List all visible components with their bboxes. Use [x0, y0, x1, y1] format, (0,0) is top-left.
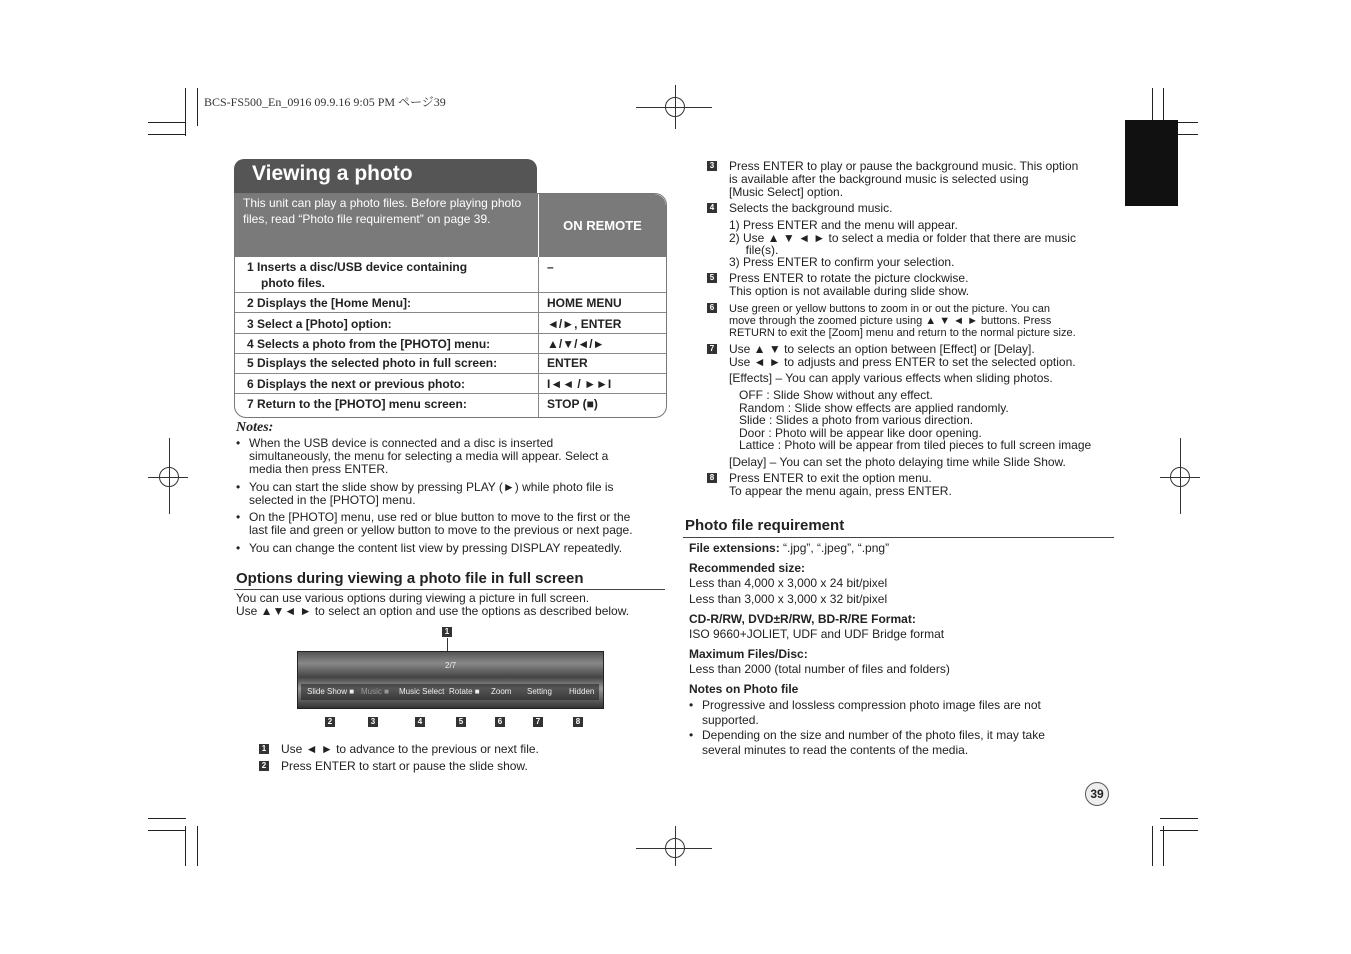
note-item: • When the USB device is connected and a disc is inserted simultaneously, the menu for selecting a media will appear. Select a media then press ENTER.	[236, 436, 609, 476]
list-number: 2	[259, 761, 269, 771]
row-separator	[539, 312, 666, 313]
step-label: 3 Select a [Photo] option:	[247, 317, 392, 331]
item-line: Press ENTER to exit the option menu.	[729, 471, 932, 485]
row-separator	[539, 292, 666, 293]
note-line: Progressive and lossless compression photo image files are not	[702, 698, 1041, 712]
step-label: 5 Displays the selected photo in full screen:	[247, 356, 498, 370]
callout-number: 8	[573, 717, 583, 727]
row-separator	[235, 393, 538, 394]
osd-slide-show: Slide Show ■	[307, 687, 355, 696]
field-label: CD-R/RW, DVD±R/RW, BD-R/RE Format:	[689, 612, 916, 626]
callout-number: 6	[495, 717, 505, 727]
registration-line	[148, 477, 188, 478]
options-heading: Options during viewing a photo file in full screen	[236, 570, 584, 587]
page-number: 39	[1085, 782, 1109, 806]
row-separator	[235, 292, 538, 293]
callout-number: 1	[442, 627, 452, 637]
remote-key: ▲/▼/◄/►	[547, 337, 605, 351]
note-item: • You can change the content list view by pressing DISPLAY repeatedly.	[236, 541, 623, 555]
registration-line	[169, 438, 170, 514]
item-line: [Music Select] option.	[729, 185, 844, 199]
item-line: Press ENTER to rotate the picture clockwise.	[729, 271, 969, 285]
osd-rotate: Rotate ■	[449, 687, 480, 696]
remote-key: STOP (■)	[547, 397, 598, 411]
note-line: last file and green or yellow button to move to the previous or next page.	[249, 523, 633, 537]
notes-title: Notes:	[236, 420, 274, 435]
list-text: Use ◄ ► to advance to the previous or next file.	[281, 742, 539, 756]
requirement-heading: Photo file requirement	[685, 517, 845, 534]
file-extensions	[689, 542, 889, 555]
crop-mark	[197, 826, 198, 866]
list-number: 6	[707, 303, 717, 313]
registration-line	[636, 107, 712, 108]
list-number: 3	[707, 161, 717, 171]
note-line: selected in the [PHOTO] menu.	[249, 493, 416, 507]
on-remote-header: ON REMOTE	[539, 194, 666, 257]
osd-music: Music ■	[361, 687, 389, 696]
field-value: ISO 9660+JOLIET, UDF and UDF Bridge format	[689, 627, 945, 641]
crop-mark	[148, 134, 186, 135]
item-line: To appear the menu again, press ENTER.	[729, 484, 952, 498]
heading-rule	[683, 537, 1114, 538]
item-line: Use ◄ ► to adjusts and press ENTER to set the selected option.	[729, 355, 1076, 369]
field-value: Less than 4,000 x 3,000 x 24 bit/pixel	[689, 576, 888, 590]
registration-line	[675, 826, 676, 866]
field-label: File extensions:	[689, 541, 780, 555]
item-line: is available after the background music is selected using	[729, 172, 1029, 186]
row-separator	[539, 353, 666, 354]
sub-item-line: 3) Press ENTER to confirm your selection.	[729, 255, 955, 269]
options-intro-line: You can use various options during viewing a picture in full screen.	[236, 591, 590, 605]
row-separator	[235, 333, 538, 334]
note-line: several minutes to read the contents of the media.	[702, 743, 969, 757]
field-value: “.jpg”, “.jpeg”, “.png”	[779, 541, 890, 555]
note-line: supported.	[702, 713, 759, 727]
item-line: Selects the background music.	[729, 201, 893, 215]
row-separator	[235, 353, 538, 354]
row-separator	[539, 333, 666, 334]
heading-rule	[234, 589, 665, 590]
list-number: 5	[707, 273, 717, 283]
remote-key: ◄/►, ENTER	[547, 317, 622, 331]
note-item: • Depending on the size and number of the photo files, it may take several minutes to read the contents of the media.	[689, 728, 1045, 757]
sub-item-line: file(s).	[729, 243, 779, 257]
note-line: You can start the slide show by pressing PLAY (►) while photo file is	[249, 480, 614, 494]
list-number: 4	[707, 203, 717, 213]
field-value: Less than 3,000 x 3,000 x 32 bit/pixel	[689, 592, 888, 606]
crop-mark	[1160, 830, 1198, 831]
page-title: Viewing a photo	[252, 162, 413, 185]
step-label: photo files.	[261, 276, 325, 290]
intro-text: This unit can play a photo files. Before playing photo files, read “Photo file requirement” on page 39.	[235, 194, 538, 257]
crop-mark	[185, 826, 186, 866]
row-separator	[235, 312, 538, 313]
step-label: 7 Return to the [PHOTO] menu screen:	[247, 397, 467, 411]
field-label: Notes on Photo file	[689, 682, 799, 696]
note-line: Depending on the size and number of the photo files, it may take	[702, 728, 1045, 742]
crop-mark	[1163, 826, 1164, 866]
remote-key: HOME MENU	[547, 296, 622, 310]
callout-number: 3	[368, 717, 378, 727]
osd-zoom: Zoom	[491, 687, 512, 696]
step-label: 2 Displays the [Home Menu]:	[247, 296, 412, 310]
operation-table	[234, 193, 667, 418]
effects-line: [Effects] – You can apply various effects when sliding photos.	[729, 371, 1053, 385]
crop-mark	[148, 122, 186, 123]
crop-mark	[197, 88, 198, 126]
osd-option-bar	[301, 684, 599, 700]
effect-option: Random : Slide show effects are applied randomly.	[739, 401, 1009, 415]
remote-key: –	[547, 260, 554, 274]
effect-option: Slide : Slides a photo from various direction.	[739, 413, 974, 427]
field-value: Less than 2000 (total number of files and folders)	[689, 662, 950, 676]
item-line: RETURN to exit the [Zoom] menu and return to the normal picture size.	[729, 327, 1076, 339]
item-line: Press ENTER to play or pause the background music. This option	[729, 159, 1079, 173]
effect-option: Lattice : Photo will be appear from tiled pieces to full screen image	[739, 438, 1092, 452]
delay-line: [Delay] – You can set the photo delaying time while Slide Show.	[729, 455, 1066, 469]
registration-line	[636, 848, 712, 849]
remote-key: I◄◄ / ►►I	[547, 377, 612, 391]
field-label: Recommended size:	[689, 561, 806, 575]
list-number: 1	[259, 744, 269, 754]
registration-line	[1180, 438, 1181, 514]
remote-key: ENTER	[547, 356, 588, 370]
crop-mark	[1160, 818, 1198, 819]
effect-option: Door : Photo will be appear like door opening.	[739, 426, 982, 440]
crop-mark	[148, 818, 186, 819]
print-header: BCS-FS500_En_0916 09.9.16 9:05 PM ページ39	[204, 95, 446, 109]
note-line: When the USB device is connected and a disc is inserted	[249, 436, 554, 450]
callout-number: 7	[533, 717, 543, 727]
note-line: You can change the content list view by pressing DISPLAY repeatedly.	[249, 541, 623, 555]
sub-item-line: 1) Press ENTER and the menu will appear.	[729, 218, 958, 232]
item-line: Use green or yellow buttons to zoom in or out the picture. You can	[729, 303, 1051, 315]
note-line: simultaneously, the menu for selecting a media will appear. Select a	[249, 449, 609, 463]
note-line: On the [PHOTO] menu, use red or blue button to move to the first or the	[249, 510, 631, 524]
section-tab	[1125, 120, 1178, 206]
callout-number: 5	[456, 717, 466, 727]
note-item: • You can start the slide show by pressing PLAY (►) while photo file is selected in the [PHOTO] menu.	[236, 480, 614, 507]
callout-number: 2	[325, 717, 335, 727]
crop-mark	[185, 88, 186, 136]
sub-item-line: 2) Use ▲ ▼ ◄ ► to select a media or folder that there are music	[729, 231, 1076, 245]
callout-number: 4	[415, 717, 425, 727]
osd-counter: 2/7	[445, 661, 457, 670]
crop-mark	[1152, 826, 1153, 866]
step-label: 6 Displays the next or previous photo:	[247, 377, 466, 391]
osd-screenshot	[297, 651, 604, 709]
options-intro-line: Use ▲▼◄ ► to select an option and use the options as described below.	[236, 604, 630, 618]
list-text: Press ENTER to start or pause the slide show.	[281, 759, 528, 773]
osd-hidden: Hidden	[569, 687, 595, 696]
list-number: 8	[707, 473, 717, 483]
item-line: Use ▲ ▼ to selects an option between [Effect] or [Delay].	[729, 342, 1035, 356]
effect-option: OFF : Slide Show without any effect.	[739, 388, 933, 402]
note-item: • On the [PHOTO] menu, use red or blue button to move to the first or the last file and green or yellow button to move to the previous or next page.	[236, 510, 633, 537]
row-separator	[539, 373, 666, 374]
crop-mark	[148, 830, 186, 831]
step-label: 1 Inserts a disc/USB device containing	[247, 260, 468, 274]
note-item: • Progressive and lossless compression photo image files are not supported.	[689, 698, 1041, 727]
registration-line	[675, 85, 676, 129]
row-separator	[539, 393, 666, 394]
page-title-tab	[234, 159, 537, 193]
item-line: This option is not available during slide show.	[729, 284, 970, 298]
osd-setting: Setting	[527, 687, 552, 696]
field-label: Maximum Files/Disc:	[689, 647, 808, 661]
osd-music-select: Music Select	[399, 687, 445, 696]
list-number: 7	[707, 344, 717, 354]
step-label: 4 Selects a photo from the [PHOTO] menu:	[247, 337, 491, 351]
note-line: media then press ENTER.	[249, 462, 389, 476]
item-line: move through the zoomed picture using ▲ ▼ ◄ ► buttons. Press	[729, 315, 1052, 327]
row-separator	[235, 373, 538, 374]
